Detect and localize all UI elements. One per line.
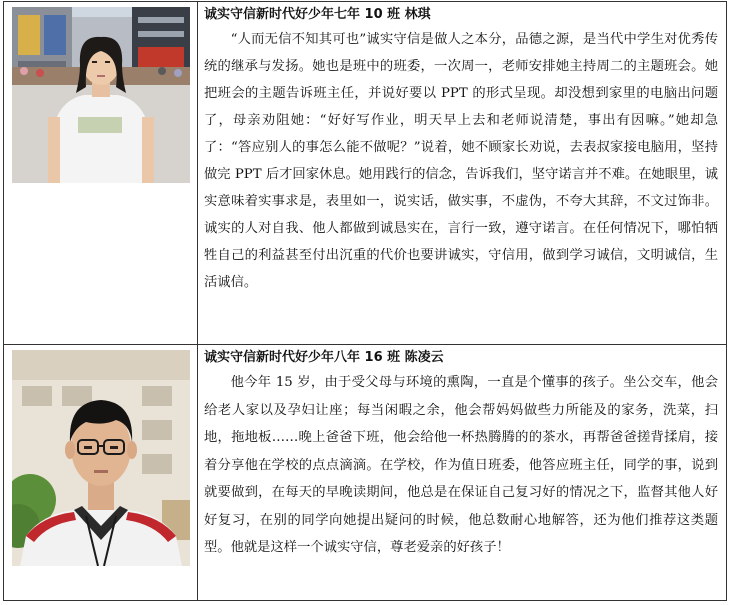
entry-row bbox=[4, 345, 727, 601]
photo-cell bbox=[4, 2, 198, 345]
entry-text-cell bbox=[198, 345, 727, 601]
student-photo-girl bbox=[12, 7, 190, 183]
entry-title: 诚实守信新时代好少年八年 16 班 陈凌云 bbox=[204, 350, 444, 365]
entry-body: “人而无信不知其可也”诚实守信是做人之本分，品德之源，是当代中学生对优秀传统的继承与发扬。她也是班中的班委，一次周一，老师安排她主持周二的主题班会。她把班会的主题告诉班主任，并说好要以 PPT 的形式呈现。却没想到家里的电脑出问题了，母亲劝阻她：“好好写作业，明天早上去和老师说清楚，事出有因嘛。”她却急了：“答应别人的事怎么能不做呢？”说着，她不顾家长劝说，去表叔家接电脑用，坚持做完 PPT 后才回家休息。她用践行的信念，告诉我们，坚守诺言并不难。在她眼里，诚实意味着实事求是，表里如一，说实话，做实事，不虚伪，不夸大其辞，不文过饰非。诚实的人对自我、他人都做到诚恳实在，言行一致，遵守诺言。在任何情况下，哪怕牺牲自己的利益甚至付出沉重的代价也要讲诚实，守信用，做到学习诚信，文明诚信，生活诚信。 bbox=[204, 32, 718, 290]
entry-body: 他今年 15 岁，由于受父母与环境的熏陶，一直是个懂事的孩子。坐公交车，他会给老人家以及孕妇让座；每当闲暇之余，他会帮妈妈做些力所能及的家务，洗菜，扫地，拖地板……晚上爸爸下班，他会给他一杯热腾腾的的茶水，再帮爸爸搓背揉肩，接着分享他在学校的点点滴滴。在学校，作为值日班委，他答应班主任，同学的事，说到就要做到，在每天的早晚读期间，他总是在保证自己复习好的情况之下，监督其他人好好复习，在别的同学向她提出疑问的时候，他总数耐心地解答，还为他们推荐这类题型。他就是这样一个诚实守信，尊老爱亲的好孩子！ bbox=[204, 375, 718, 555]
entry-title: 诚实守信新时代好少年七年 10 班 林琪 bbox=[204, 7, 431, 22]
honor-table bbox=[3, 1, 727, 601]
entry-text-cell bbox=[198, 2, 727, 345]
photo-cell bbox=[4, 345, 198, 601]
student-photo bbox=[12, 350, 190, 566]
student-photo bbox=[12, 7, 190, 183]
entry-row bbox=[4, 2, 727, 345]
student-photo-boy bbox=[12, 350, 190, 566]
